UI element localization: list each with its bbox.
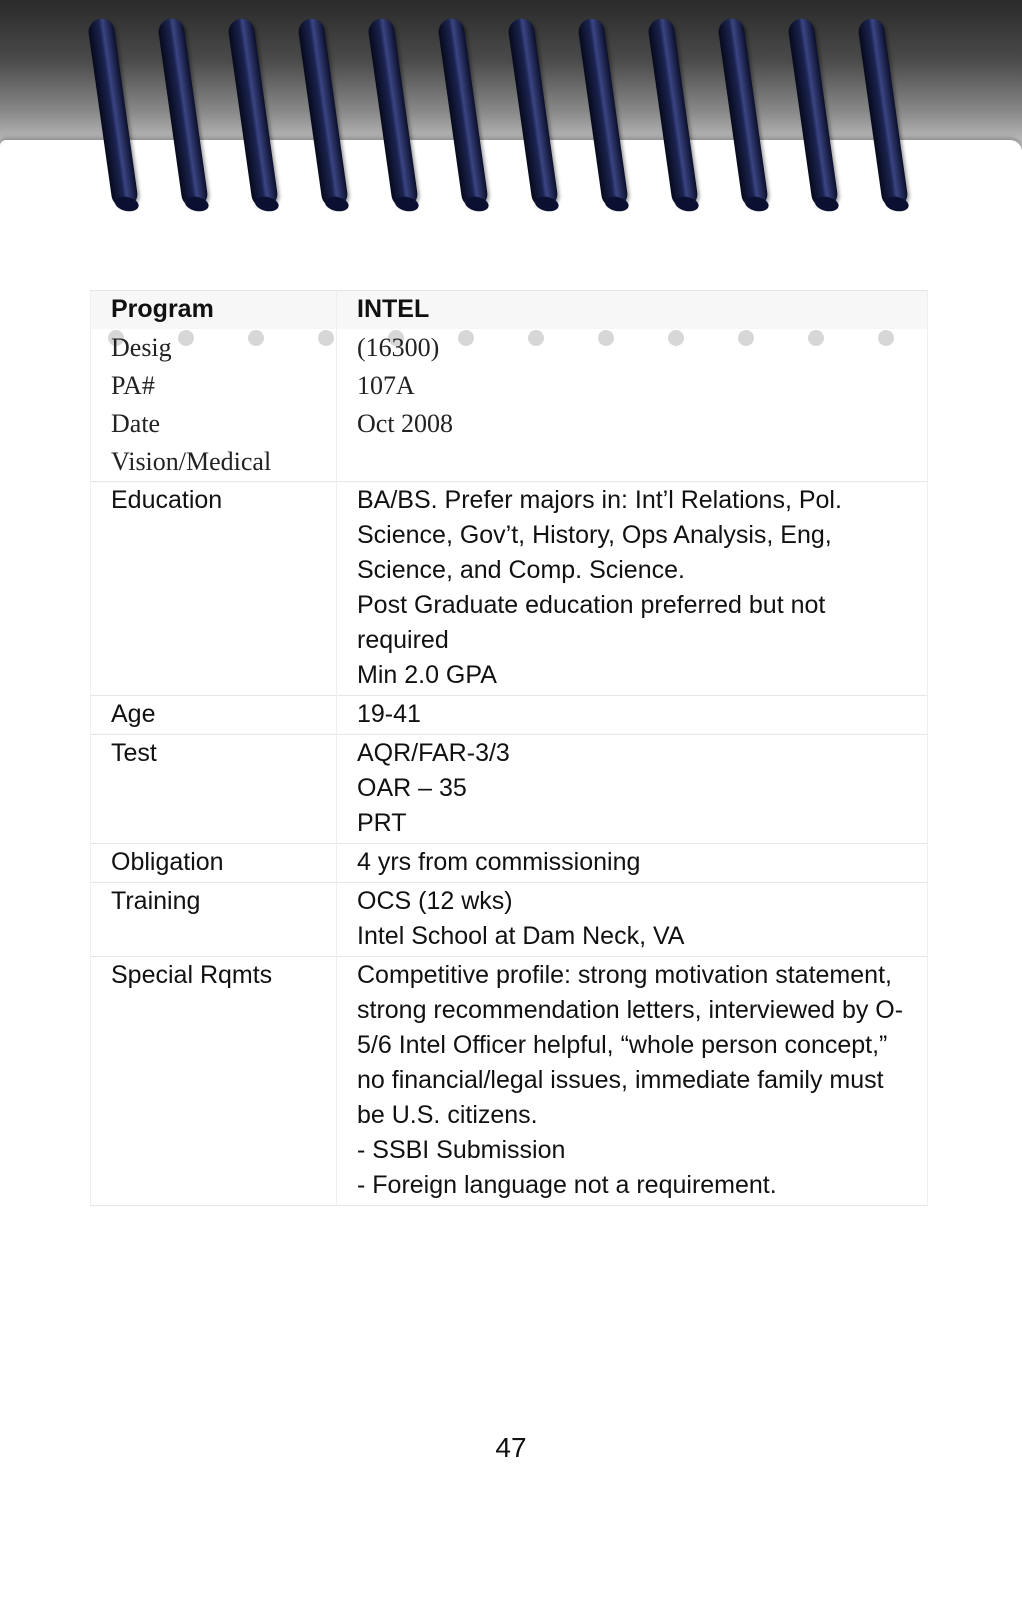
- program-value: INTEL: [337, 291, 928, 330]
- test-row: [91, 735, 928, 844]
- spiral-coil: [367, 17, 419, 209]
- date-row: [91, 405, 928, 443]
- special-line: Competitive profile: strong motivation statement,: [357, 961, 892, 989]
- special-line: 5/6 Intel Officer helpful, “whole person concept,”: [357, 1031, 888, 1059]
- special-line: no financial/legal issues, immediate family must: [357, 1066, 884, 1094]
- special-line: strong recommendation letters, interviewed by O-: [357, 996, 904, 1024]
- test-line: AQR/FAR-3/3: [357, 739, 510, 767]
- desig-row: [91, 329, 928, 367]
- spiral-coil: [227, 17, 279, 209]
- education-line: BA/BS. Prefer majors in: Int’l Relations, Pol.: [357, 486, 842, 514]
- spiral-coil: [157, 17, 209, 209]
- obligation-value: 4 yrs from commissioning: [337, 844, 928, 883]
- pa-label: PA#: [91, 367, 337, 405]
- education-label: Education: [91, 482, 337, 696]
- spiral-coil: [507, 17, 559, 209]
- page-number: 47: [495, 1432, 527, 1463]
- age-row: [91, 696, 928, 735]
- obligation-row: [91, 844, 928, 883]
- desig-value: (16300): [337, 329, 928, 367]
- special-rqmts-label: Special Rqmts: [91, 957, 337, 1206]
- education-line: required: [357, 626, 449, 654]
- spiral-coil: [787, 17, 839, 209]
- education-line: Science, Gov’t, History, Ops Analysis, Eng,: [357, 521, 832, 549]
- spiral-coil: [87, 17, 139, 209]
- test-line: PRT: [357, 809, 407, 837]
- training-row: [91, 883, 928, 957]
- training-line: Intel School at Dam Neck, VA: [357, 922, 685, 950]
- vision-medical-row: [91, 443, 928, 482]
- desig-label: Desig: [91, 329, 337, 367]
- date-label: Date: [91, 405, 337, 443]
- spiral-coil: [297, 17, 349, 209]
- education-line: Science, and Comp. Science.: [357, 556, 685, 584]
- education-row: [91, 482, 928, 696]
- special-rqmts-row: [91, 957, 928, 1206]
- spiral-coil: [717, 17, 769, 209]
- education-line: Post Graduate education preferred but not: [357, 591, 826, 619]
- header-row: [91, 291, 928, 330]
- program-label: Program: [91, 291, 337, 330]
- vision-medical-label: Vision/Medical: [91, 443, 337, 482]
- special-line: - SSBI Submission: [357, 1136, 566, 1164]
- spiral-coil: [647, 17, 699, 209]
- education-line: Min 2.0 GPA: [357, 661, 497, 689]
- pa-value: 107A: [337, 367, 928, 405]
- vision-medical-value: [337, 443, 928, 482]
- test-label: Test: [91, 735, 337, 844]
- special-line: be U.S. citizens.: [357, 1101, 538, 1129]
- age-value: 19-41: [337, 696, 928, 735]
- date-value: Oct 2008: [337, 405, 928, 443]
- spiral-coil: [437, 17, 489, 209]
- program-spec-table: [90, 290, 928, 1206]
- spiral-coil: [857, 17, 909, 209]
- special-line: - Foreign language not a requirement.: [357, 1171, 777, 1199]
- test-line: OAR – 35: [357, 774, 467, 802]
- training-value: [337, 883, 928, 957]
- education-value: [337, 482, 928, 696]
- pa-row: [91, 367, 928, 405]
- test-value: [337, 735, 928, 844]
- spiral-coil: [577, 17, 629, 209]
- spiral-coils: [0, 0, 1022, 220]
- obligation-label: Obligation: [91, 844, 337, 883]
- training-label: Training: [91, 883, 337, 957]
- age-label: Age: [91, 696, 337, 735]
- special-rqmts-value: [337, 957, 928, 1206]
- training-line: OCS (12 wks): [357, 887, 513, 915]
